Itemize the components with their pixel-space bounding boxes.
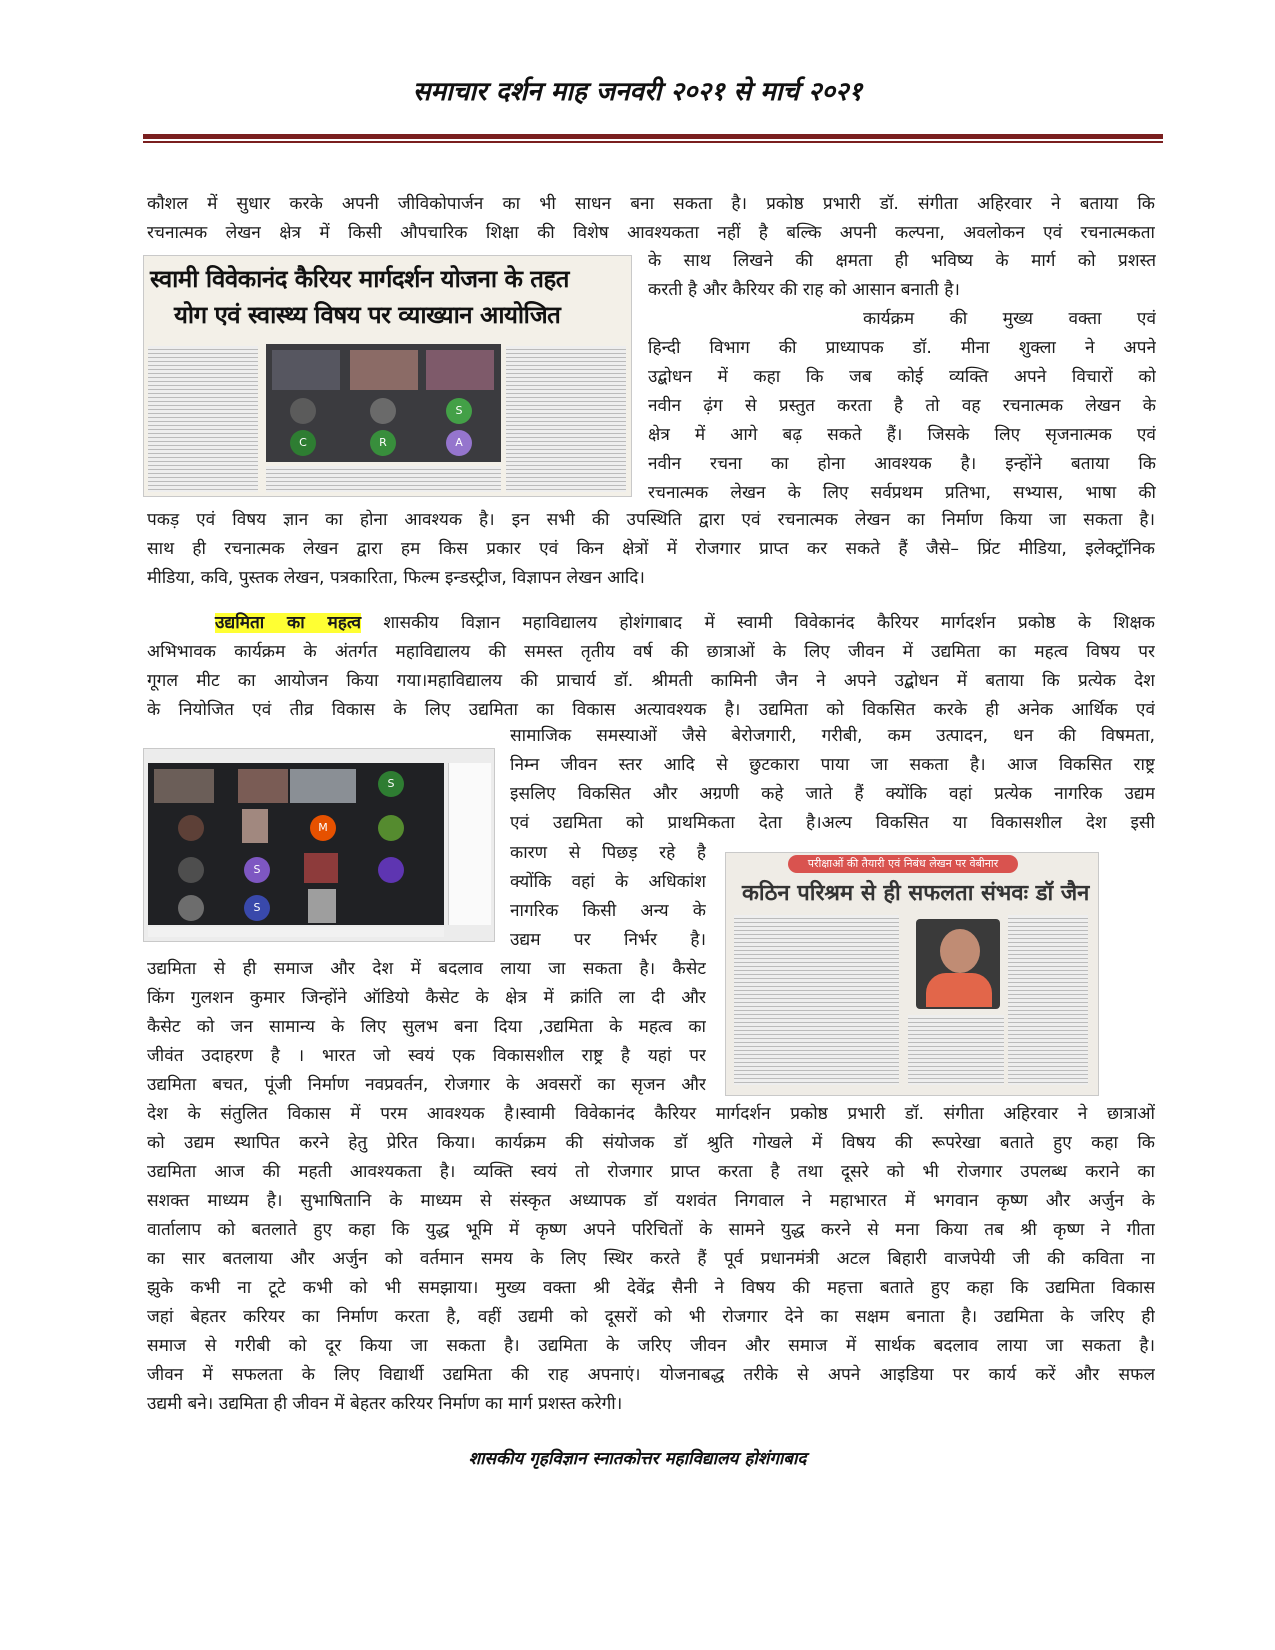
text-line [147,609,1155,638]
page-header-title: समाचार दर्शन माह जनवरी २०२१ से मार्च २०२१ [412,77,863,107]
header-rule-thin [143,141,1163,143]
participant-avatar [178,815,204,841]
block1-right-text [648,247,1156,508]
participant-avatar [378,857,404,883]
meet-toolbar [148,927,444,937]
video-tile [308,889,336,923]
participant-avatar [290,398,316,424]
newspaper-clipping-dr-jain [725,852,1099,1096]
participant-avatar: S [446,398,472,424]
participant-avatar: A [446,430,472,456]
meet-grid [148,763,444,925]
text-line: पकड़ एवं विषय ज्ञान का होना आवश्यक है। इन सभी की उपस्थिति द्वारा एवं रचनात्मक लेखन का निर्माण किया जा सकता है। [147,510,1155,530]
clipping-text-column [506,346,626,492]
text-line: रचनात्मक लेखन के लिए सर्वप्रथम प्रतिभा, सभ्यास, भाषा की [648,483,1156,503]
text-line: नवीन ढ़ंग से प्रस्तुत करता है तो वह रचनात्मक लेखन के [648,396,1156,416]
participant-avatar [378,815,404,841]
video-tile [242,809,268,843]
text-line: कैसेट को जन सामान्य के लिए सुलभ बना दिया ,उद्यमिता के महत्व का [147,1017,706,1037]
text-line: के नियोजित एवं तीव्र विकास के लिए उद्यमिता का विकास अत्यावश्यक है। उद्यमिता को विकसित करके ही अनेक आर्थिक एवं [147,700,1155,720]
google-meet-screenshot [143,748,495,942]
clipping-kicker: परीक्षाओं की तैयारी एवं निबंध लेखन पर वेबीनार [788,855,1018,873]
text-line: उद्यमिता से ही समाज और देश में बदलाव लाया जा सकता है। कैसेट [147,959,706,979]
block2-right-wide-text [510,722,1155,838]
video-tile [154,769,214,803]
text-line: नागरिक किसी अन्य के [510,901,706,921]
meet-side-panel [448,763,491,925]
clipping-headline-line2: योग एवं स्वास्थ्य विषय पर व्याख्यान आयोजित [174,301,561,329]
video-tile [290,769,356,803]
video-tile [272,350,340,390]
text-line: नवीन रचना का होना आवश्यक है। इन्होंने बताया कि [648,454,1156,474]
text-line: क्षेत्र में आगे बढ़ सकते हैं। जिसके लिए सृजनात्मक एवं [648,425,1156,445]
text-line: गूगल मीट का आयोजन किया गया।महाविद्यालय की प्राचार्य डॉ. श्रीमती कामिनी जैन ने अपने उद्बोधन में बताया कि प्रत्येक देश [147,671,1155,691]
clipping-text-column [266,466,501,492]
section-heading-entrepreneurship: उद्यमिता का महत्व [215,613,362,633]
text-line: झुके कभी ना टूटे कभी को भी समझाया। मुख्य वक्ता श्री देवेंद्र सैनी ने विषय की महत्ता बताते हुए कहा कि उद्यमिता विकास [147,1278,1155,1298]
text-line: उद्यमी बने। उद्यमिता ही जीवन में बेहतर करियर निर्माण का मार्ग प्रशस्त करेगी। [147,1394,623,1414]
video-tile [426,350,494,390]
text-line: देश के संतुलित विकास में परम आवश्यक है।स्वामी विवेकानंद कैरियर मार्गदर्शन प्रकोष्ठ प्रभारी डॉ. संगीता अहिरवार ने छात्राओं [147,1104,1155,1124]
text-line: कौशल में सुधार करके अपनी जीविकोपार्जन का भी साधन बना सकता है। प्रकोष्ठ प्रभारी डॉ. संगीता अहिरवार ने बताया कि [147,194,1155,214]
video-tile [304,853,338,883]
video-tile [350,350,418,390]
text-line: करती है और कैरियर की राह को आसान बनाती है। [648,280,960,300]
participant-avatar: S [244,857,270,883]
page-footer: शासकीय गृहविज्ञान स्नातकोत्तर महाविद्यालय होशंगाबाद [468,1449,807,1469]
participant-avatar [178,857,204,883]
video-tile [238,769,288,803]
text-line: सामाजिक समस्याओं जैसे बेरोजगारी, गरीबी, कम उत्पादन, धन की विषमता, [510,726,1155,746]
block2-left-mid-text [147,955,706,1100]
clipping-photo-dr-jain [916,919,1000,1009]
text-line: कारण से पिछड़ रहे है [510,843,706,863]
clipping-headline: कठिन परिश्रम से ही सफलता संभवः डॉ जैन [742,881,1090,906]
clipping-meeting-photo [266,344,501,462]
participant-avatar [178,895,204,921]
text-line: समाज से गरीबी को दूर किया जा सकता है। उद्यमिता के जरिए जीवन और समाज में सार्थक बदलाव लाया जा सकता है। [147,1336,1155,1356]
block2-narrow-text [510,839,706,955]
text-line: हिन्दी विभाग की प्राध्यापक डॉ. मीना शुक्ला ने अपने [648,338,1156,358]
clipping-text-column [1008,915,1088,1085]
block1-bottom-text [147,506,1155,593]
participant-avatar: S [378,771,404,797]
text-line: जीवन में सफलता के लिए विद्यार्थी उद्यमिता की राह अपनाएं। योजनाबद्ध तरीके से अपने आइडिया पर कार्य करें और सफल [147,1365,1155,1385]
text-line: उद्यमिता आज की महती आवश्यकता है। व्यक्ति स्वयं तो रोजगार प्राप्त करता है तथा दूसरे को भी रोजगार उपलब्ध कराने का [147,1162,1155,1182]
block1-top-text [147,190,1155,248]
text-line: क्योंकि वहां के अधिकांश [510,872,706,892]
block2-bottom-text [147,1100,1155,1419]
block2-top-text [147,609,1155,725]
clipping-headline-line1: स्वामी विवेकानंद कैरियर मार्गदर्शन योजना के तहत [150,265,569,293]
header-rule-thick [143,134,1163,139]
participant-avatar: R [370,430,396,456]
newspaper-clipping-yoga-lecture [143,255,632,497]
participant-avatar: C [290,430,316,456]
participant-avatar [370,398,396,424]
text-line: को उद्यम स्थापित करने हेतु प्रेरित किया। कार्यक्रम की संयोजक डॉ श्रुति गोखले में विषय की रूपरेखा बताते हुए कहा कि [147,1133,1155,1153]
text-line: रचनात्मक लेखन क्षेत्र में किसी औपचारिक शिक्षा की विशेष आवश्यकता नहीं है बल्कि अपनी कल्पना, अवलोकन एवं रचनात्मकता [147,223,1155,243]
text-line: उद्बोधन में कहा कि जब कोई व्यक्ति अपने विचारों को [648,367,1156,387]
participant-avatar: M [310,815,336,841]
text-line: का सार बतलाया और अर्जुन को वर्तमान समय के लिए स्थिर करते हैं पूर्व प्रधानमंत्री अटल बिहारी वाजपेयी जी की कविता ना [147,1249,1155,1269]
text-line: अभिभावक कार्यक्रम के अंतर्गत महाविद्यालय की समस्त तृतीय वर्ष की छात्राओं के लिए जीवन में उद्यमिता का महत्व विषय पर [147,642,1155,662]
text-line: किंग गुलशन कुमार जिन्होंने ऑडियो कैसेट के क्षेत्र में क्रांति ला दी और [147,988,706,1008]
text-line: इसलिए विकसित और अग्रणी कहे जाते हैं क्योंकि वहां प्रत्येक नागरिक उद्यम [510,784,1155,804]
text-line: उद्यमिता बचत, पूंजी निर्माण नवप्रवर्तन, रोजगार के अवसरों का सृजन और [147,1075,706,1095]
text-line: साथ ही रचनात्मक लेखन द्वारा हम किस प्रकार एवं किन क्षेत्रों में रोजगार प्राप्त कर सकते हैं जैसे– प्रिंट मीडिया, इलेक्ट्रॉनिक [147,539,1155,559]
text-line: कार्यक्रम की मुख्य वक्ता एवं [863,309,1156,329]
text-line: निम्न जीवन स्तर आदि से छुटकारा पाया जा सकता है। आज विकसित राष्ट्र [510,755,1155,775]
text-line: एवं उद्यमिता को प्राथमिकता देता है।अल्प विकसित या विकासशील देश इसी [510,813,1155,833]
text-line: जहां बेहतर करियर का निर्माण करता है, वहीं उद्यमी को दूसरों को भी रोजगार देने का सक्षम बनाता है। उद्यमिता के जरिए ही [147,1307,1155,1327]
text-line-rest: शासकीय विज्ञान महाविद्यालय होशंगाबाद में स्वामी विवेकानंद कैरियर मार्गदर्शन प्रकोष्ठ के शिक्षक [383,613,1155,633]
text-line: के साथ लिखने की क्षमता ही भविष्य के मार्ग को प्रशस्त [648,251,1156,271]
participant-avatar: S [244,895,270,921]
clipping-text-column [148,346,258,492]
text-line: वार्तालाप को बतलाते हुए कहा कि युद्ध भूमि में कृष्ण अपने परिचितों के सामने युद्ध करने से मना किया तब श्री कृष्ण ने गीता [147,1220,1155,1240]
text-line: मीडिया, कवि, पुस्तक लेखन, पत्रकारिता, फिल्म इन्डस्ट्रीज, विज्ञापन लेखन आदि। [147,568,645,588]
clipping-text-column [908,1015,1004,1085]
text-line: जीवंत उदाहरण है । भारत जो स्वयं एक विकासशील राष्ट्र है यहां पर [147,1046,706,1066]
clipping-text-column [734,915,899,1085]
text-line: उद्यम पर निर्भर है। [510,930,706,950]
text-line: सशक्त माध्यम है। सुभाषितानि के माध्यम से संस्कृत अध्यापक डॉ यशवंत निगवाल ने महाभारत में भगवान कृष्ण और अर्जुन के [147,1191,1155,1211]
